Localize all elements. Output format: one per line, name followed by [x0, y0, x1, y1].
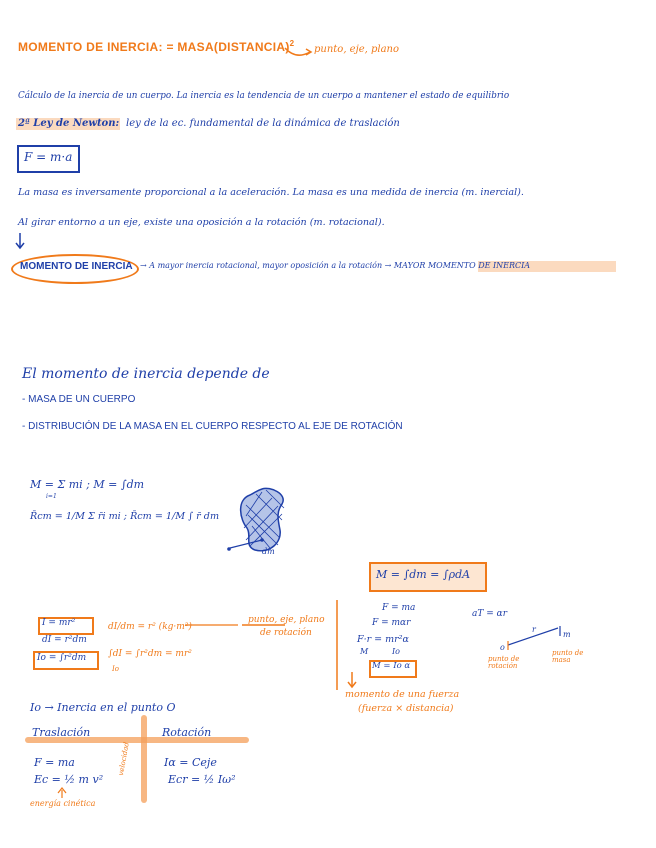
mass-blob-icon [227, 488, 284, 550]
diagram-o: o [500, 643, 505, 652]
depends-item-2: - DISTRIBUCIÓN DE LA MASA EN EL CUERPO RESPECTO AL EJE DE ROTACIÓN [22, 421, 403, 432]
diagram-r: r [532, 625, 536, 634]
mass-sum-index: i=1 [46, 493, 57, 500]
intro-line-3: La masa es inversamente proporcional a la aceleración. La masa es una medida de inercia (m. inercial). [18, 187, 524, 198]
io-note: Io → Inercia en el punto O [30, 701, 176, 714]
dyn-f2: F = mαr [372, 618, 411, 628]
table-velocidad: velocidad [117, 741, 131, 777]
page-title: MOMENTO DE INERCIA: = MASA(DISTANCIA)$^2$ [18, 39, 295, 54]
header-note: punto, eje, plano [314, 44, 399, 55]
newton-label: 2ª Ley de Newton: [18, 118, 120, 129]
moment-force-label-2: (fuerza × distancia) [358, 703, 454, 714]
moment-force-label: momento de una fuerza [345, 689, 460, 700]
table-header-translation: Traslación [32, 726, 91, 739]
tangential-accel: aT = αr [472, 609, 508, 619]
table-energia-cinetica: energía cinética [30, 799, 96, 808]
point-rotation-label: punto de rotación [488, 655, 520, 670]
moment-text: → A mayor inercia rotacional, mayor oposición a la rotación → MAYOR MOMENTO DE INERCIA [140, 261, 531, 270]
i-mr2: I = mr² [42, 618, 76, 628]
intro-line-4: Al girar entorno a un eje, existe una oposición a la rotación (m. rotacional). [18, 217, 385, 228]
derivative-formula: dI/dm = r² (kg·m²) [108, 622, 192, 632]
depends-item-1: - MASA DE UN CUERPO [22, 394, 136, 405]
point-mass-label: punto de masa [552, 649, 584, 664]
dyn-label-m: M [360, 647, 369, 656]
integral-formula: ∫dI = ∫r²dm = mr² [108, 649, 192, 659]
inertia-box-formula: M = ∫dm = ∫ρdA [376, 568, 471, 581]
derivative-note: punto, eje, plano [248, 615, 325, 625]
diagram-m: m [563, 630, 571, 639]
table-rotation-torque: Iα = Ceje [164, 756, 217, 769]
dyn-f4: M = Io α [372, 661, 411, 671]
dyn-f3: F·r = mr²α [357, 634, 409, 645]
moment-label: MOMENTO DE INERCIA [20, 261, 133, 272]
intro-line-1: Cálculo de la inercia de un cuerpo. La inercia es la tendencia de un cuerpo a mantener el estado de equilibrio [18, 91, 510, 101]
table-translation-f: F = ma [34, 756, 75, 769]
table-rotation-energy: Ecr = ½ Iω² [168, 773, 236, 786]
blob-dm-label: dm [262, 547, 275, 556]
io-formula: Io = ∫r²dm [37, 653, 87, 663]
table-header-rotation: Rotación [162, 726, 212, 739]
mass-sum-formula: M = Σ mi ; M = ∫dm [30, 478, 145, 491]
di-formula: dI = r²dm [42, 635, 87, 645]
newton-text: ley de la ec. fundamental de la dinámica de traslación [126, 118, 400, 129]
table-translation-ec: Ec = ½ m v² [34, 773, 104, 786]
integral-index: Io [112, 665, 119, 673]
depends-title: El momento de inercia depende de [22, 366, 270, 382]
center-of-mass-formula: R̄cm = 1/M Σ r̄i mi ; R̄cm = 1/M ∫ r̄ dm [30, 511, 220, 522]
formula-f-ma: F = m·a [24, 150, 73, 164]
dyn-label-io: Io [392, 647, 400, 656]
dyn-f1: F = ma [382, 603, 416, 613]
derivative-note-2: de rotación [260, 628, 312, 638]
